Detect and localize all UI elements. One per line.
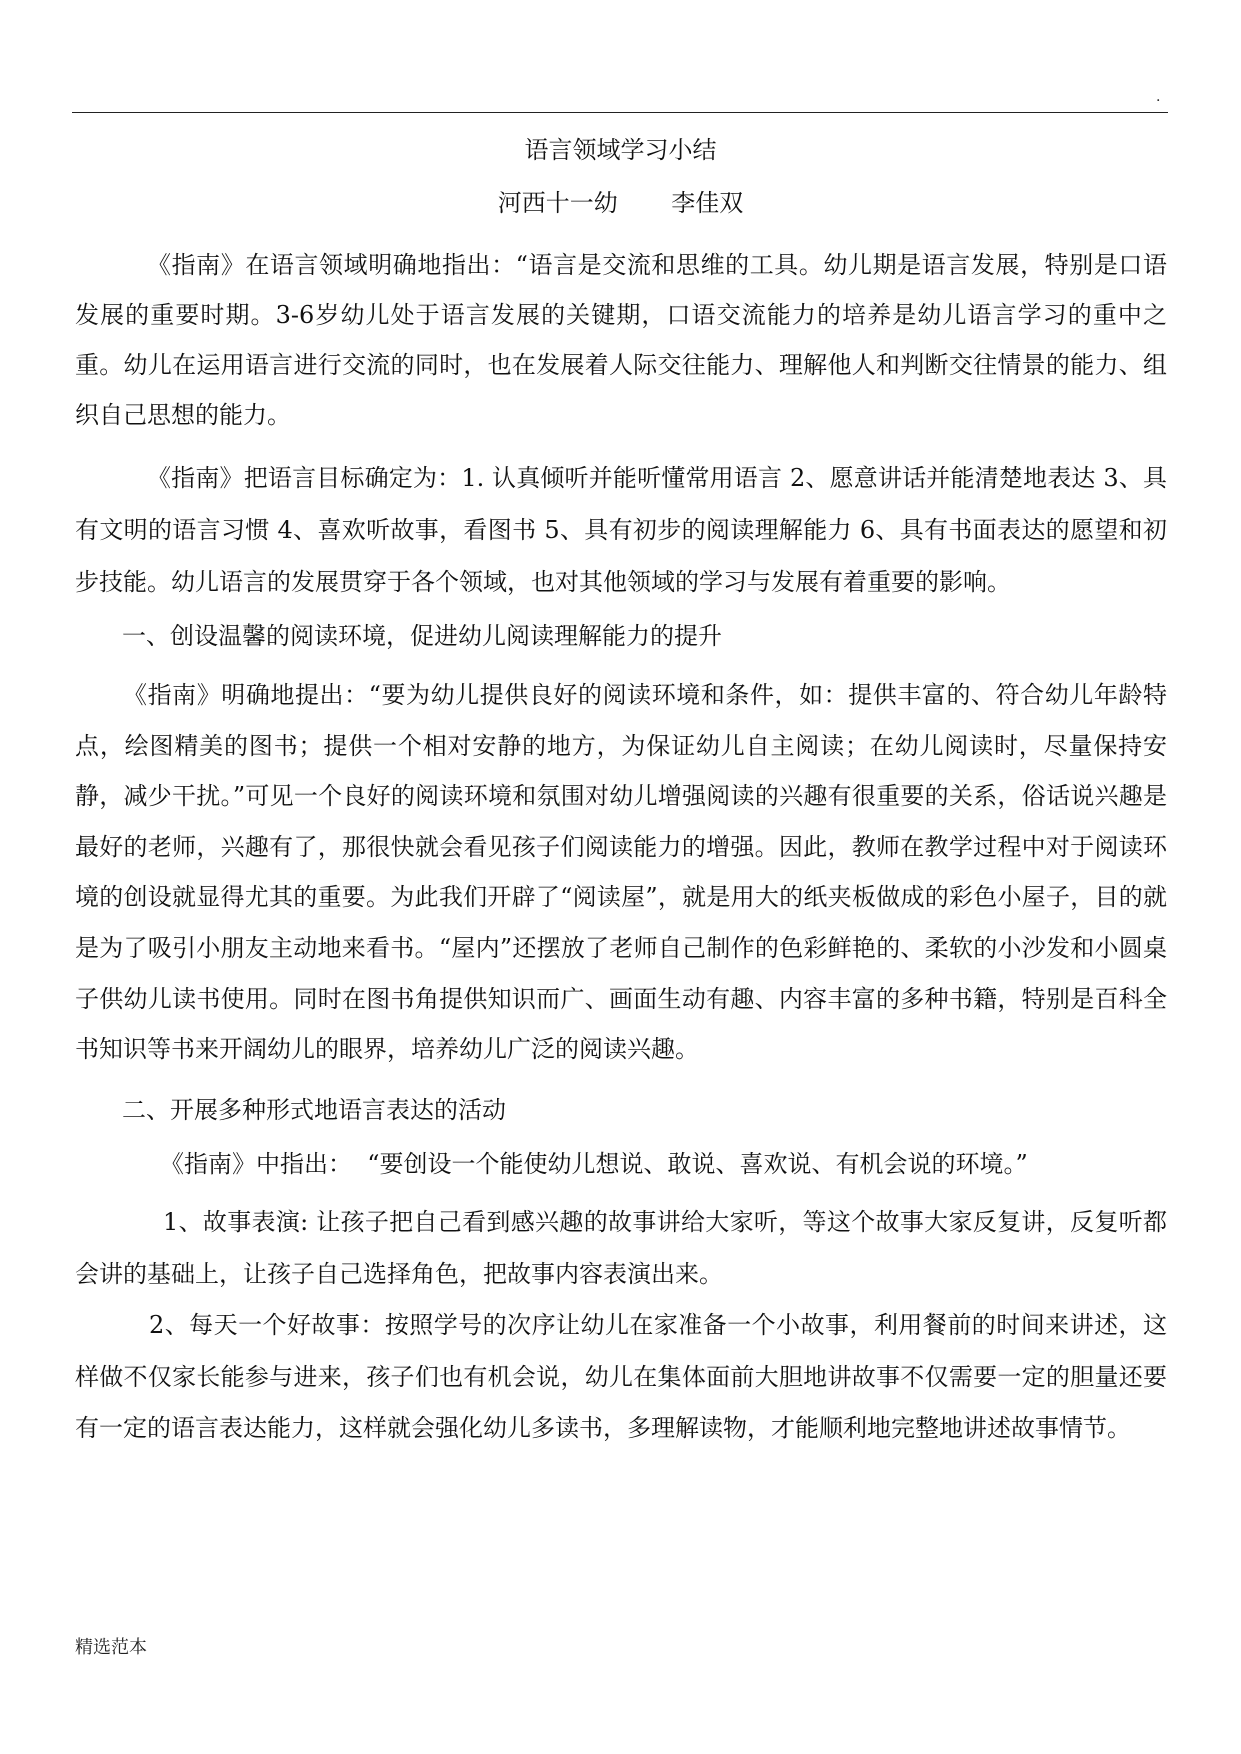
section-heading-1 — [122, 616, 1162, 656]
section-heading-2-text: 二、开展多种形式地语言表达的活动 — [122, 1096, 506, 1124]
paragraph-1 — [75, 240, 1167, 440]
paragraph-1-text: 《指南》在语言领域明确地指出：“语言是交流和思维的工具。幼儿期是语言发展，特别是口语发展的重要时期。3-6岁幼儿处于语言发展的关键期，口语交流能力的培养是幼儿语言学习的重中之重。幼儿在运用语言进行交流的同时，也在发展着人际交往能力、理解他人和判断交往情景的能力、组织自己思想的能力。 — [75, 251, 1167, 429]
paragraph-5 — [75, 1196, 1167, 1300]
paragraph-3-text: 《指南》明确地提出：“要为幼儿提供良好的阅读环境和条件，如：提供丰富的、符合幼儿年龄特点，绘图精美的图书；提供一个相对安静的地方，为保证幼儿自主阅读；在幼儿阅读时，尽量保持安静，减少干扰。”可见一个良好的阅读环境和氛围对幼儿增强阅读的兴趣有很重要的关系，俗话说兴趣是最好的老师，兴趣有了，那很快就会看见孩子们阅读能力的增强。因此，教师在教学过程中对于阅读环境的创设就显得尤其的重要。为此我们开辟了“阅读屋”，就是用大的纸夹板做成的彩色小屋子，目的就是为了吸引小朋友主动地来看书。“屋内”还摆放了老师自己制作的色彩鲜艳的、柔软的小沙发和小圆桌子供幼儿读书使用。同时在图书角提供知识而广、画面生动有趣、内容丰富的多种书籍，特别是百科全书知识等书来开阔幼儿的眼界，培养幼儿广泛的阅读兴趣。 — [75, 681, 1167, 1064]
section-heading-1-text: 一、创设温馨的阅读环境，促进幼儿阅读理解能力的提升 — [122, 622, 722, 650]
header-mark: . — [1156, 89, 1161, 105]
author-line: 河西十一幼 李佳双 — [497, 189, 744, 217]
paragraph-2-text: 《指南》把语言目标确定为：1. 认真倾听并能听懂常用语言 2、愿意讲话并能清楚地表达 3、具有文明的语言习惯 4、喜欢听故事，看图书 5、具有初步的阅读理解能力 6、具有书面表达的愿望和初步技能。幼儿语言的发展贯穿于各个领域，也对其他领域的学习与发展有着重要的影响。 — [75, 464, 1167, 596]
section-heading-2 — [122, 1090, 1162, 1130]
paragraph-5-text: 1、故事表演: 让孩子把自己看到感兴趣的故事讲给大家听，等这个故事大家反复讲，反复听都会讲的基础上，让孩子自己选择角色，把故事内容表演出来。 — [75, 1208, 1167, 1288]
paragraph-4 — [160, 1144, 1167, 1184]
paragraph-6 — [75, 1300, 1167, 1455]
document-title: 语言领域学习小结 — [524, 136, 717, 164]
paragraph-2 — [75, 452, 1167, 608]
footer-label: 精选范本 — [75, 1637, 147, 1658]
paragraph-6-text: 2、每天一个好故事：按照学号的次序让幼儿在家准备一个小故事，利用餐前的时间来讲述，这样做不仅家长能参与进来，孩子们也有机会说，幼儿在集体面前大胆地讲故事不仅需要一定的胆量还要有一定的语言表达能力，这样就会强化幼儿多读书，多理解读物，才能顺利地完整地讲述故事情节。 — [75, 1311, 1167, 1442]
header-rule — [72, 112, 1168, 113]
paragraph-4-text: 《指南》中指出： “要创设一个能使幼儿想说、敢说、喜欢说、有机会说的环境。” — [160, 1150, 1028, 1178]
paragraph-3 — [75, 670, 1167, 1075]
